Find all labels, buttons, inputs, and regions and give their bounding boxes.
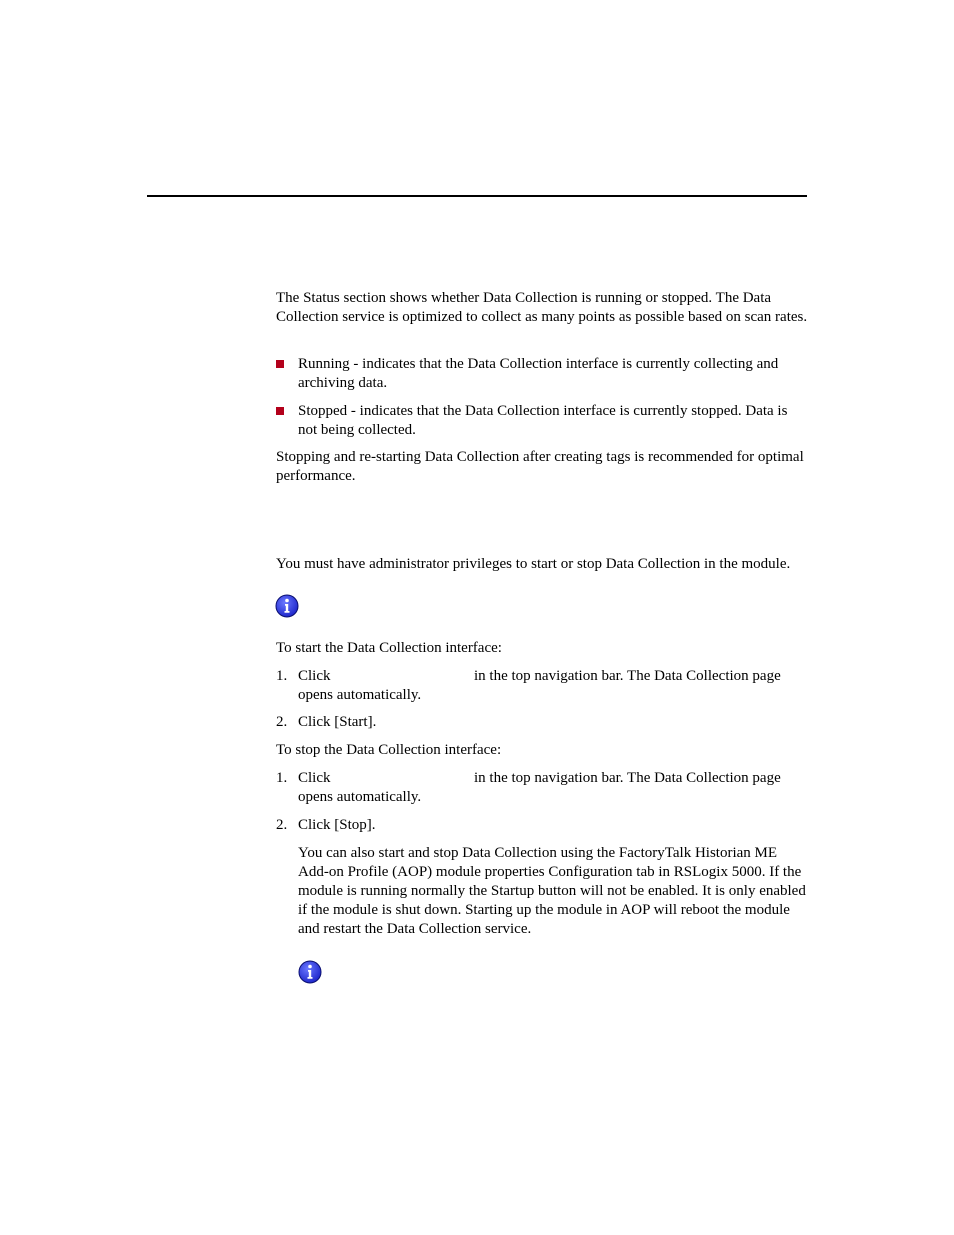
step-number: 1. [276,770,288,786]
info-icon [275,594,299,618]
step-text: in the top navigation bar. The Data Collection page [474,770,781,786]
step-text: Click [298,770,331,786]
step-number: 2. [276,817,288,833]
step-text: in the top navigation bar. The Data Collection page [474,668,781,684]
start-heading: To start the Data Collection interface: [276,640,502,656]
step-text: opens automatically. [298,687,422,703]
aop-note: You can also start and stop Data Collection using the FactoryTalk Historian ME Add-on Profile (AOP) module properties Configuration tab in RSLogix 5000. If the module is running normally the Startup button will not be enabled. It is only enabled if the module is shut down. Starting up the module in AOP will reboot the module and restart the Data Collection service. [298,845,806,937]
step-number: 1. [276,668,288,684]
recommendation-text: Stopping and re-starting Data Collection after creating tags is recommended for optimal performance. [276,449,804,484]
bullet-square-icon [276,360,284,368]
step-text: Click [Start]. [298,714,377,730]
info-icon [298,960,322,984]
step-text: Click [Stop]. [298,817,376,833]
step-text: Click [298,668,331,684]
bullet-text: Stopped - indicates that the Data Collection interface is currently stopped. Data is not being collected. [298,403,788,438]
step-text: opens automatically. [298,789,422,805]
header-rule [147,195,807,197]
bullet-square-icon [276,407,284,415]
status-intro: The Status section shows whether Data Collection is running or stopped. The Data Collection service is optimized to collect as many points as possible based on scan rates. [276,290,808,325]
bullet-text: Running - indicates that the Data Collection interface is currently collecting and archiving data. [298,356,779,391]
step-number: 2. [276,714,288,730]
privileges-text: You must have administrator privileges to start or stop Data Collection in the module. [276,556,791,572]
stop-heading: To stop the Data Collection interface: [276,742,502,758]
